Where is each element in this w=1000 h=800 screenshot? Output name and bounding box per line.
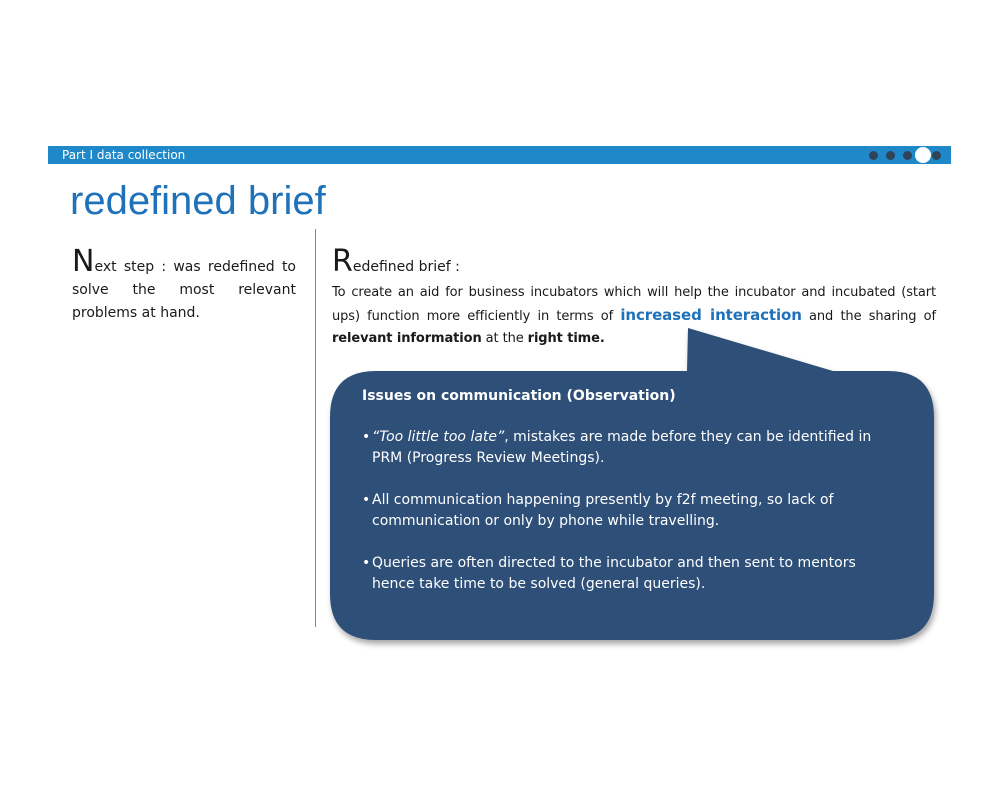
bullet-mark: • [362,492,371,508]
left-drop-initial: N [72,244,95,279]
bullet-3-text: Queries are often directed to the incubator and then sent to mentors hence take time to be solved (general queries). [372,555,856,592]
bullet-mark: • [362,429,371,445]
right-drop-initial: R [332,244,353,279]
page-title: redefined brief [70,179,326,223]
brief-bold-1: relevant information [332,331,482,346]
section-label: Part I data collection [62,148,186,162]
bullet-1-text [372,427,902,469]
brief-highlight: increased interaction [620,306,802,324]
brief-text-3: at the [481,331,528,346]
callout-bullet-3 [362,553,902,595]
bullet-2-text: All communication happening presently by f2f meeting, so lack of communication or only by phone while travelling. [372,492,834,529]
right-heading-text: edefined brief : [352,259,460,275]
brief-end: . [599,331,605,346]
bullet-mark: • [362,555,371,571]
left-text: ext step : was redefined to solve the most relevant problems at hand. [72,259,296,321]
brief-text-2: and the sharing of [801,309,936,324]
callout-bullet-1 [362,427,902,469]
bullet-1-quote: “Too little too late” [372,429,505,445]
callout-bullet-2 [362,490,902,532]
callout-title: Issues on communication (Observation) [362,388,676,404]
callout-content [362,386,902,616]
bullet-1-rest: , mistakes are made before they can be identified in PRM (Progress Review Meetings). [372,429,872,466]
brief-bold-2: right time [527,331,600,346]
brief-text-1: To create an aid for business incubators which will help the incubator and incubated (start ups) function more efficiently in terms of [332,285,936,324]
